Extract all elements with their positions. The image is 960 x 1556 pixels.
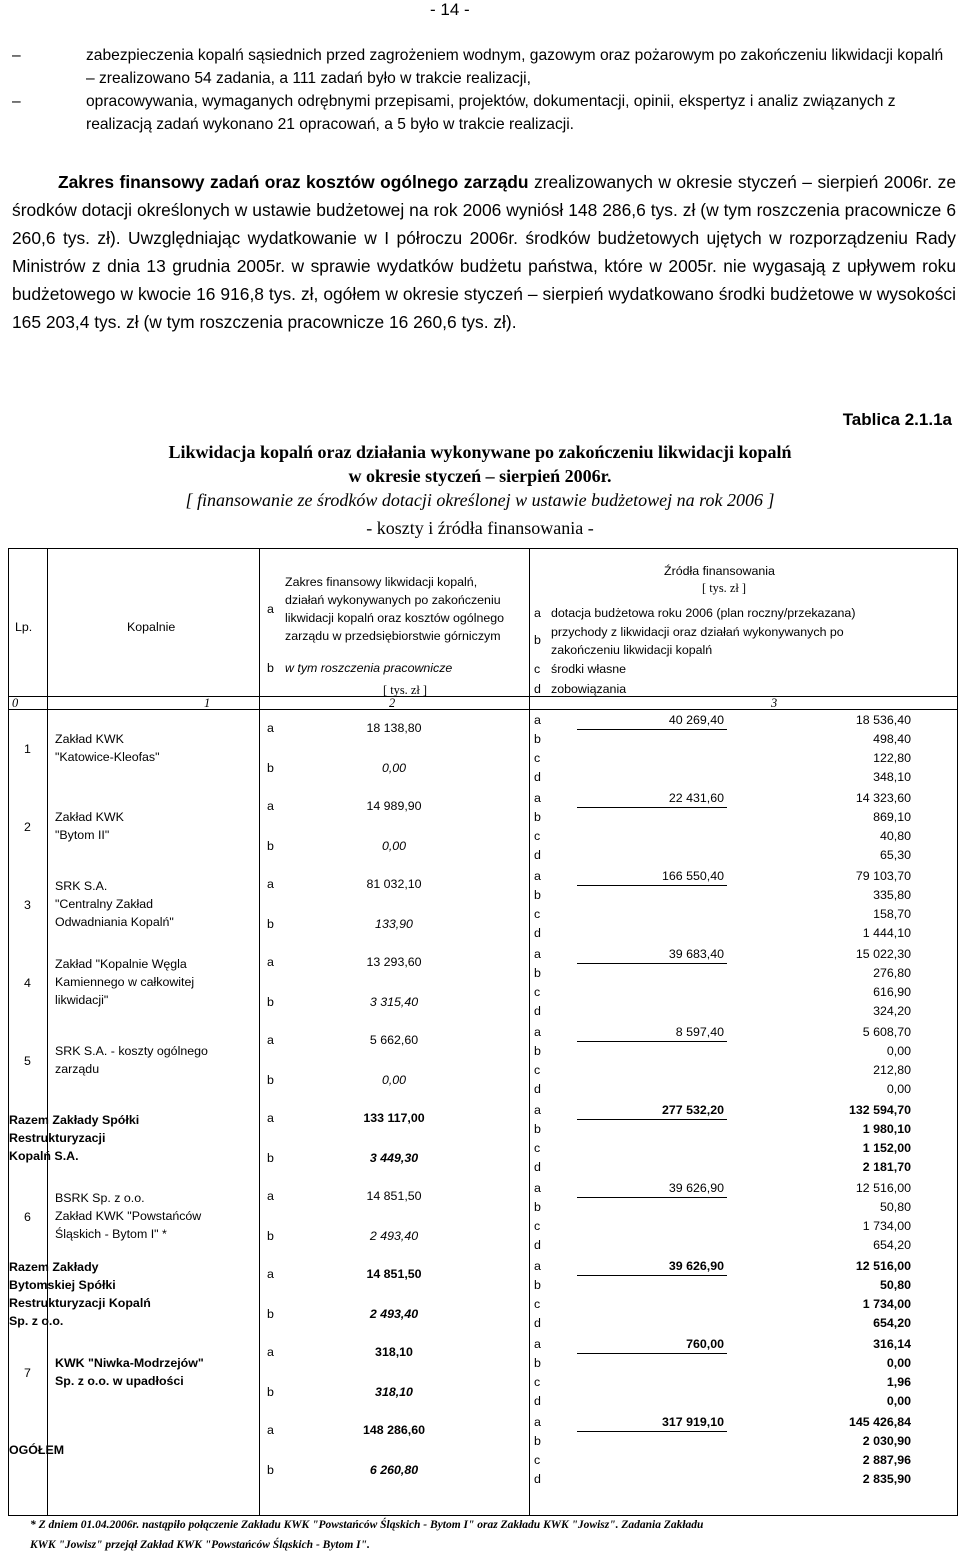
zakres-header: likwidacji kopalń oraz kosztów ogólnego xyxy=(285,611,505,625)
row-letter: a xyxy=(267,1189,274,1203)
footnote: * Z dniem 01.04.2006r. nastąpiło połączenie Zakładu KWK "Powstańców Śląskich - Bytom I" oraz Zakładu KWK "Jowisz". Zadania Zakładu KWK "Jowisz" przejął Zakład KWK "Powstańców Śląskich - Bytom I". xyxy=(30,1519,704,1551)
plan-underline xyxy=(577,807,727,808)
row-letter: b xyxy=(534,966,541,980)
row-lp: 5 xyxy=(24,1054,31,1068)
plan-underline xyxy=(577,729,727,730)
source-value-b: 0,00 xyxy=(886,1356,911,1370)
bullet-list xyxy=(12,44,956,136)
row-name: Zakład KWK xyxy=(55,732,124,746)
row-letter: c xyxy=(534,829,541,843)
plan-value: 166 550,40 xyxy=(661,869,724,883)
list-item xyxy=(12,90,956,136)
row-letter: b xyxy=(534,1356,541,1370)
value-a: 13 293,60 xyxy=(366,955,422,969)
row-name: "Katowice-Kleofas" xyxy=(55,750,160,764)
zakres-header: zarządu w przedsiębiorstwie górniczym xyxy=(285,629,501,643)
bullet-dash: – xyxy=(12,93,21,110)
source-a: dotacja budżetowa roku 2006 (plan roczny/przekazana) xyxy=(551,606,856,620)
source-value-b: 1 980,10 xyxy=(862,1122,911,1136)
source-value-d: 654,20 xyxy=(873,1316,911,1330)
row-letter: b xyxy=(267,761,274,775)
plan-underline xyxy=(577,1431,727,1432)
row-letter: a xyxy=(267,1423,274,1437)
row-letter: b xyxy=(534,732,541,746)
header-divider xyxy=(9,696,957,697)
header-letter: c xyxy=(534,662,541,676)
value-b: 0,00 xyxy=(381,761,407,775)
col-divider xyxy=(47,549,48,1515)
source-value-c: 212,80 xyxy=(873,1063,911,1077)
row-letter: a xyxy=(534,1103,541,1117)
value-b: 0,00 xyxy=(381,1073,407,1087)
body-paragraph xyxy=(12,168,956,336)
plan-underline xyxy=(577,1275,727,1276)
row-letter: d xyxy=(534,1238,541,1252)
col-divider xyxy=(529,549,530,1515)
source-value-b: 0,00 xyxy=(886,1044,911,1058)
source-value-b: 335,80 xyxy=(873,888,911,902)
col-number: 1 xyxy=(204,696,211,710)
col-divider xyxy=(259,549,260,1515)
header-letter: b xyxy=(267,661,274,675)
bullet-text: opracowywania, wymaganych odrębnymi przepisami, projektów, dokumentacji, opinii, ekspertyz i analiz związanych z realizacją zadań wykonano 21 opracowań, a 5 było w trakcie realizacji. xyxy=(86,93,896,133)
row-letter: a xyxy=(267,1345,274,1359)
value-a: 14 989,90 xyxy=(366,799,422,813)
row-letter: c xyxy=(534,1141,541,1155)
source-value-c: 40,80 xyxy=(879,829,911,843)
header-letter: a xyxy=(534,606,541,620)
source-value-a: 316,14 xyxy=(873,1337,911,1351)
source-value-a: 5 608,70 xyxy=(862,1025,911,1039)
value-b: 133,90 xyxy=(375,917,413,931)
table-title: Likwidacja kopalń oraz działania wykonywane po zakończeniu likwidacji kopalń w okresie styczeń – sierpień 2006r. xyxy=(168,442,792,486)
source-value-b: 50,80 xyxy=(879,1200,911,1214)
value-b: 2 493,40 xyxy=(369,1229,419,1243)
roszczenia-header: w tym roszczenia pracownicze xyxy=(285,661,453,675)
row-letter: b xyxy=(267,1463,274,1477)
row-letter: a xyxy=(534,1337,541,1351)
row-letter: d xyxy=(534,1004,541,1018)
list-item xyxy=(12,44,956,90)
value-a: 318,10 xyxy=(375,1345,413,1359)
value-a: 18 138,80 xyxy=(366,721,422,735)
value-a: 81 032,10 xyxy=(366,877,422,891)
row-name: Razem Zakłady xyxy=(9,1260,99,1274)
row-name: Zakład "Kopalnie Węgla xyxy=(55,957,187,971)
row-letter: c xyxy=(534,1453,541,1467)
header-letter: a xyxy=(267,602,274,616)
row-letter: a xyxy=(534,1025,541,1039)
row-letter: d xyxy=(534,926,541,940)
row-name: Sp. z o.o. xyxy=(9,1314,64,1328)
source-value-c: 1 734,00 xyxy=(862,1219,911,1233)
source-value-b: 869,10 xyxy=(873,810,911,824)
row-lp: 3 xyxy=(24,898,31,912)
source-c: środki własne xyxy=(551,662,627,676)
row-name: Kopalń S.A. xyxy=(9,1149,79,1163)
row-letter: a xyxy=(534,1259,541,1273)
source-value-d: 348,10 xyxy=(873,770,911,784)
row-name: Razem Zakłady Spółki xyxy=(9,1113,140,1127)
source-value-c: 158,70 xyxy=(873,907,911,921)
row-letter: b xyxy=(534,1044,541,1058)
table-caption: - koszty i źródła finansowania - xyxy=(366,518,594,538)
bullet-text: zabezpieczenia kopalń sąsiednich przed zagrożeniem wodnym, gazowym oraz pożarowym po zakończeniu likwidacji kopalń – zrealizowano 54 zadania, a 111 zadań było w trakcie realizacji, xyxy=(86,47,944,87)
row-letter: a xyxy=(534,947,541,961)
row-name: Kamiennego w całkowitej xyxy=(55,975,195,989)
row-lp: 6 xyxy=(24,1210,31,1224)
row-letter: a xyxy=(267,1111,274,1125)
row-letter: b xyxy=(267,1073,274,1087)
row-letter: b xyxy=(267,1229,274,1243)
value-b: 3 315,40 xyxy=(369,995,419,1009)
source-value-c: 616,90 xyxy=(873,985,911,999)
row-name: Restrukturyzacji xyxy=(9,1131,106,1145)
row-letter: b xyxy=(267,839,274,853)
plan-value: 39 683,40 xyxy=(668,947,724,961)
row-name: OGÓŁEM xyxy=(9,1443,65,1457)
header-divider xyxy=(9,709,957,710)
source-value-b: 276,80 xyxy=(873,966,911,980)
plan-value: 40 269,40 xyxy=(668,713,724,727)
row-letter: d xyxy=(534,1082,541,1096)
finance-table xyxy=(8,548,958,1516)
source-value-c: 2 887,96 xyxy=(862,1453,911,1467)
row-name: Odwadniania Kopalń" xyxy=(55,915,174,929)
plan-underline xyxy=(577,1197,727,1198)
source-value-c: 122,80 xyxy=(873,751,911,765)
row-letter: b xyxy=(267,995,274,1009)
row-name: zarządu xyxy=(55,1062,100,1076)
row-name: BSRK Sp. z o.o. xyxy=(55,1191,145,1205)
source-value-d: 0,00 xyxy=(886,1082,911,1096)
header-letter: d xyxy=(534,682,541,696)
plan-value: 39 626,90 xyxy=(668,1259,724,1273)
row-letter: b xyxy=(534,810,541,824)
row-letter: d xyxy=(534,770,541,784)
source-value-c: 1 734,00 xyxy=(862,1297,911,1311)
plan-value: 317 919,10 xyxy=(661,1415,724,1429)
source-value-d: 0,00 xyxy=(886,1394,911,1408)
row-letter: c xyxy=(534,1375,541,1389)
row-letter: b xyxy=(267,1151,274,1165)
row-name: Zakład KWK "Powstańców xyxy=(55,1209,202,1223)
row-letter: a xyxy=(267,721,274,735)
value-b: 2 493,40 xyxy=(369,1307,419,1321)
source-value-c: 1,96 xyxy=(886,1375,911,1389)
row-letter: a xyxy=(534,791,541,805)
row-name: KWK "Niwka-Modrzejów" xyxy=(55,1356,204,1370)
zakres-header: działań wykonywanych po zakończeniu xyxy=(285,593,501,607)
page-number: - 14 - xyxy=(430,0,470,19)
row-letter: b xyxy=(534,1434,541,1448)
row-letter: c xyxy=(534,1297,541,1311)
col-number: 2 xyxy=(389,696,396,710)
source-value-d: 65,30 xyxy=(879,848,911,862)
plan-value: 39 626,90 xyxy=(668,1181,724,1195)
value-b: 318,10 xyxy=(375,1385,413,1399)
row-letter: a xyxy=(534,1415,541,1429)
plan-value: 8 597,40 xyxy=(675,1025,724,1039)
row-lp: 4 xyxy=(24,976,31,990)
row-letter: a xyxy=(267,799,274,813)
row-letter: b xyxy=(534,1122,541,1136)
source-value-a: 12 516,00 xyxy=(855,1259,911,1273)
source-value-a: 15 022,30 xyxy=(855,947,911,961)
source-value-a: 18 536,40 xyxy=(855,713,911,727)
row-letter: c xyxy=(534,1219,541,1233)
lp-header: Lp. xyxy=(15,620,33,634)
row-letter: c xyxy=(534,907,541,921)
row-name: Restrukturyzacji Kopalń xyxy=(9,1296,151,1310)
source-value-a: 132 594,70 xyxy=(848,1103,911,1117)
plan-underline xyxy=(577,963,727,964)
source-value-a: 145 426,84 xyxy=(848,1415,911,1429)
row-letter: b xyxy=(534,1278,541,1292)
value-a: 5 662,60 xyxy=(369,1033,419,1047)
source-value-d: 1 444,10 xyxy=(862,926,911,940)
row-letter: a xyxy=(267,955,274,969)
plan-underline xyxy=(577,1353,727,1354)
row-letter: c xyxy=(534,985,541,999)
row-name: Sp. z o.o. w upadłości xyxy=(55,1374,184,1388)
source-value-d: 2 835,90 xyxy=(862,1472,911,1486)
row-name: Śląskich - Bytom I" * xyxy=(55,1227,167,1241)
row-letter: a xyxy=(534,869,541,883)
source-value-a: 14 323,60 xyxy=(855,791,911,805)
row-letter: b xyxy=(267,917,274,931)
row-letter: a xyxy=(534,1181,541,1195)
row-letter: d xyxy=(534,848,541,862)
kopalnie-header: Kopalnie xyxy=(127,620,176,634)
plan-value: 22 431,60 xyxy=(668,791,724,805)
value-a: 148 286,60 xyxy=(362,1423,425,1437)
plan-underline xyxy=(577,1041,727,1042)
row-letter: d xyxy=(534,1472,541,1486)
source-value-b: 2 030,90 xyxy=(862,1434,911,1448)
row-letter: b xyxy=(534,1200,541,1214)
zakres-header: Zakres finansowy likwidacji kopalń, xyxy=(285,575,478,589)
value-a: 14 851,50 xyxy=(366,1189,422,1203)
row-lp: 1 xyxy=(24,742,31,756)
value-a: 133 117,00 xyxy=(363,1111,425,1125)
zrodla-unit: [ tys. zł ] xyxy=(702,581,747,595)
header-letter: b xyxy=(534,633,541,647)
unit-header: [ tys. zł ] xyxy=(383,683,428,697)
paragraph-text: zrealizowanych w okresie styczeń – sierpień 2006r. ze środków dotacji określonych w ustawie budżetowej na rok 2006 wyniósł 148 286,6 tys. zł (w tym roszczenia pracownicze 6 260,6 tys. zł). Uwzględniając wydatkowanie w I półroczu 2006r. środków budżetowych ujętych w rozporządzeniu Rady Ministrów z dnia 13 grudnia 2005r. w sprawie wydatków budżetu państwa, które w 2005r. nie wygasają z upływem roku budżetowego w kwocie 16 916,8 tys. zł, ogółem w okresie styczeń – sierpień wydatkowano środki budżetowe w wysokości 165 203,4 tys. zł (w tym roszczenia pracownicze 16 260,6 tys. zł). xyxy=(12,172,956,332)
plan-value: 760,00 xyxy=(686,1337,724,1351)
source-value-a: 12 516,00 xyxy=(855,1181,911,1195)
value-b: 6 260,80 xyxy=(369,1463,419,1477)
col-number: 3 xyxy=(771,696,778,710)
value-a: 14 851,50 xyxy=(366,1267,422,1281)
row-name: SRK S.A. - koszty ogólnego xyxy=(55,1044,208,1058)
row-lp: 7 xyxy=(24,1366,31,1380)
row-name: Bytomskiej Spółki xyxy=(9,1278,116,1292)
row-name: SRK S.A. xyxy=(55,879,108,893)
value-b: 0,00 xyxy=(381,839,407,853)
source-d: zobowiązania xyxy=(551,682,627,696)
row-lp: 2 xyxy=(24,820,31,834)
row-name: "Centralny Zakład xyxy=(55,897,154,911)
source-value-a: 79 103,70 xyxy=(855,869,911,883)
paragraph-lead: Zakres finansowy zadań oraz kosztów ogólnego zarządu xyxy=(58,172,529,192)
source-value-d: 654,20 xyxy=(873,1238,911,1252)
bullet-dash: – xyxy=(12,47,21,64)
row-letter: a xyxy=(267,877,274,891)
row-letter: d xyxy=(534,1160,541,1174)
row-letter: c xyxy=(534,751,541,765)
source-b: przychody z likwidacji oraz działań wykonywanych po xyxy=(551,625,844,639)
row-letter: b xyxy=(534,888,541,902)
col-number: 0 xyxy=(12,696,19,710)
row-letter: d xyxy=(534,1316,541,1330)
row-letter: b xyxy=(267,1385,274,1399)
row-letter: a xyxy=(534,713,541,727)
source-value-c: 1 152,00 xyxy=(862,1141,911,1155)
plan-underline xyxy=(577,885,727,886)
row-letter: c xyxy=(534,1063,541,1077)
row-letter: b xyxy=(267,1307,274,1321)
row-name: "Bytom II" xyxy=(55,828,110,842)
row-name: Zakład KWK xyxy=(55,810,124,824)
source-value-d: 2 181,70 xyxy=(862,1160,911,1174)
row-letter: d xyxy=(534,1394,541,1408)
row-letter: a xyxy=(267,1033,274,1047)
plan-underline xyxy=(577,1119,727,1120)
source-b: zakończeniu likwidacji kopalń xyxy=(551,643,713,657)
table-subtitle: [ finansowanie ze środków dotacji określonej w ustawie budżetowej na rok 2006 ] xyxy=(185,490,775,510)
row-name: likwidacji" xyxy=(55,993,109,1007)
value-b: 3 449,30 xyxy=(369,1151,419,1165)
row-letter: a xyxy=(267,1267,274,1281)
table-number: Tablica 2.1.1a xyxy=(842,410,952,429)
plan-value: 277 532,20 xyxy=(661,1103,724,1117)
source-value-b: 50,80 xyxy=(879,1278,911,1292)
source-value-d: 324,20 xyxy=(873,1004,911,1018)
source-value-b: 498,40 xyxy=(873,732,911,746)
zrodla-header: Źródła finansowania xyxy=(664,564,775,578)
